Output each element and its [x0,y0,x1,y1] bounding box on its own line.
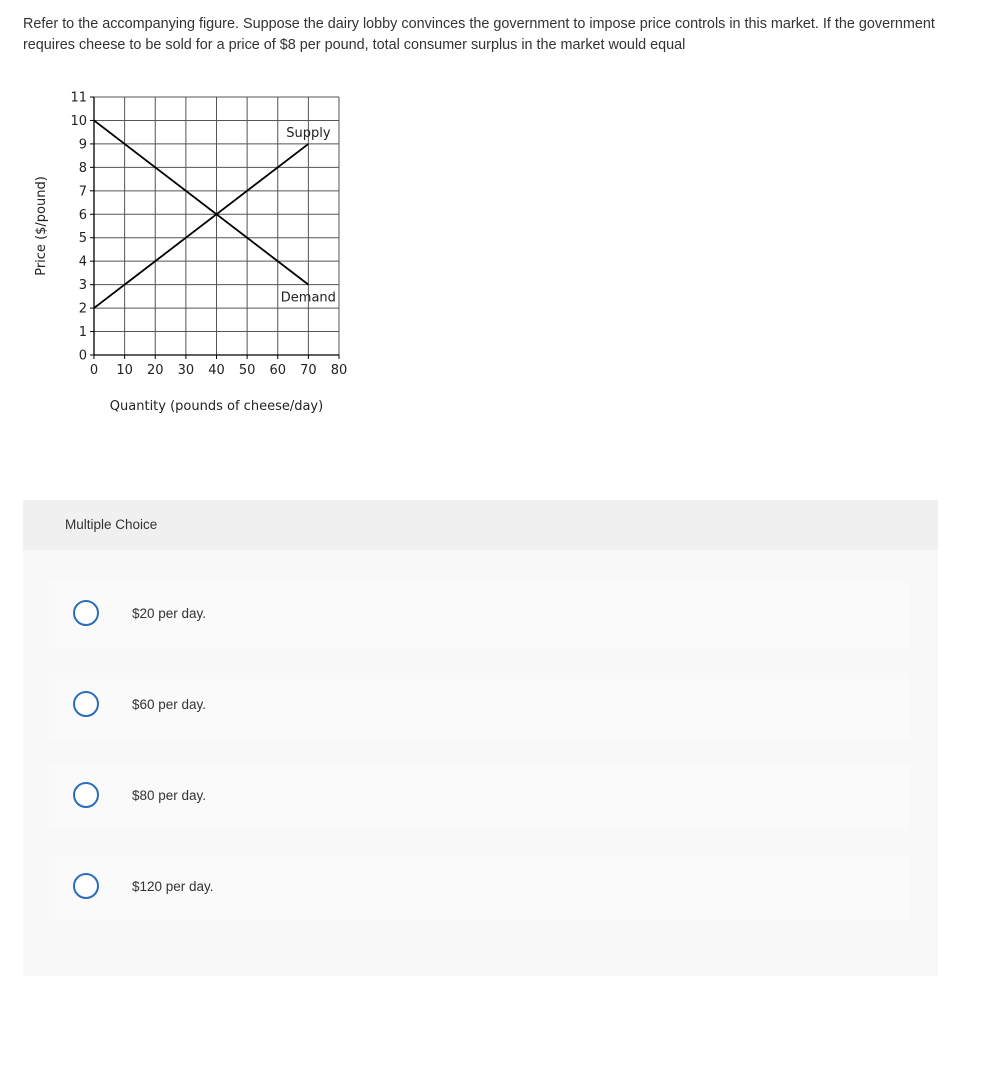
x-tick-label: 20 [146,363,164,378]
choice-option-text: $20 per day. [132,606,207,621]
y-axis-title: Price ($/pound) [34,176,49,276]
supply-demand-chart [30,86,360,426]
choice-option-1[interactable] [49,582,910,648]
y-tick-label: 10 [70,113,87,129]
supply-demand-figure [30,86,360,426]
choice-option-text: $120 per day. [132,879,214,894]
y-tick-label: 7 [78,184,87,200]
y-tick-label: 9 [78,137,87,153]
x-axis-title: Quantity (pounds of cheese/day) [109,399,324,414]
y-tick-label: 3 [78,278,87,294]
y-tick-label: 0 [78,348,87,364]
choice-option-text: $60 per day. [132,697,207,712]
radio-button-icon[interactable] [73,600,99,626]
x-tick-label: 60 [269,363,287,378]
choice-option-2[interactable] [49,673,910,739]
demand-curve [94,120,308,284]
y-tick-label: 8 [78,160,87,176]
x-tick-label: 40 [208,363,225,378]
y-tick-label: 5 [78,231,87,247]
x-tick-label: 70 [300,363,317,378]
multiple-choice-panel [23,500,938,976]
radio-button-icon[interactable] [73,873,99,899]
choice-option-3[interactable] [49,764,910,830]
supply-label: Supply [286,126,331,142]
multiple-choice-label: Multiple Choice [65,517,158,532]
y-tick-label: 6 [78,207,87,223]
choice-option-text: $80 per day. [132,788,207,803]
x-tick-label: 80 [330,363,348,378]
supply-curve [94,144,308,308]
multiple-choice-header [23,500,938,550]
demand-label: Demand [280,290,336,306]
x-tick-label: 0 [89,363,99,378]
radio-button-icon[interactable] [73,782,99,808]
question-text: Refer to the accompanying figure. Suppose the dairy lobby convinces the government to impose price controls in this market. If the government requires cheese to be sold for a price of $8 per pound, total consumer surplus in the market would equal [23,16,935,53]
x-tick-label: 30 [177,363,195,378]
y-tick-label: 1 [78,325,87,341]
x-tick-label: 10 [116,363,133,378]
y-tick-label: 2 [78,301,87,317]
y-tick-label: 11 [70,90,87,106]
x-tick-label: 50 [238,363,256,378]
y-tick-label: 4 [78,254,87,270]
radio-button-icon[interactable] [73,691,99,717]
choice-option-4[interactable] [49,855,910,921]
